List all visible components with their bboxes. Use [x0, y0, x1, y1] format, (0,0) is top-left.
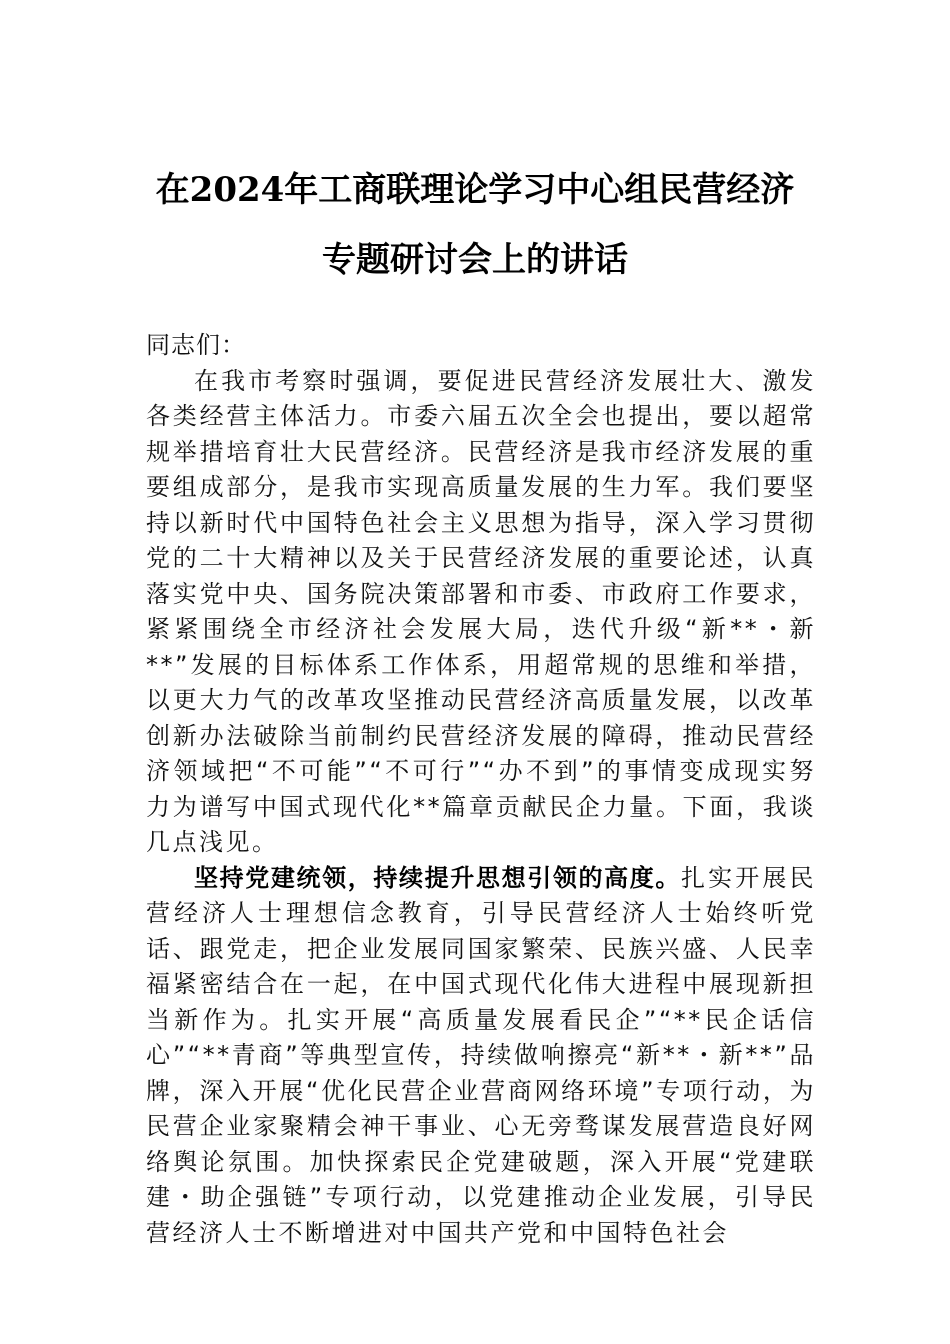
paragraph-2-body: 扎实开展民营经济人士理想信念教育，引导民营经济人士始终听党话、跟党走，把企业发展同国家繁荣、民族兴盛、人民幸福紧密结合在一起，在中国式现代化伟大进程中展现新担当新作为。扎实开展“高质量发展看民企”“**民企话信心”“**青商”等典型宣传，持续做响擦亮“新**・新**”品牌，深入开展“优化民营企业营商网络环境”专项行动，为民营企业家聚精会神干事业、心无旁骛谋发展营造良好网络舆论氛围。加快探索民企党建破题，深入开展“党建联建・助企强链”专项行动，以党建推动企业发展，引导民营经济人士不断增进对中国共产党和中国特色社会 [146, 863, 817, 1247]
document-title-line-2: 专题研讨会上的讲话 [322, 240, 628, 280]
salutation: 同志们： [146, 331, 246, 359]
paragraph-2-lead: 坚持党建统领，持续提升思想引领的高度。 [194, 863, 681, 892]
paragraph-1: 在我市考察时强调，要促进民营经济发展壮大、激发各类经营主体活力。市委六届五次全会也提出，要以超常规举措培育壮大民营经济。民营经济是我市经济发展的重要组成部分，是我市实现高质量发展的生力军。我们要坚持以新时代中国特色社会主义思想为指导，深入学习贯彻党的二十大精神以及关于民营经济发展的重要论述，认真落实党中央、国务院决策部署和市委、市政府工作要求，紧紧围绕全市经济社会发展大局，迭代升级“新**・新**”发展的目标体系工作体系，用超常规的思维和举措，以更大力气的改革攻坚推动民营经济高质量发展，以改革创新办法破除当前制约民营经济发展的障碍，推动民营经济领域把“不可能”“不可行”“办不到”的事情变成现实努力为谱写中国式现代化**篇章贡献民企力量。下面，我谈几点浅见。 [146, 366, 816, 856]
paragraph-2 [146, 861, 816, 1252]
document-body [146, 328, 816, 1251]
document-title-line-1: 在2024年工商联理论学习中心组民营经济 [155, 170, 795, 210]
